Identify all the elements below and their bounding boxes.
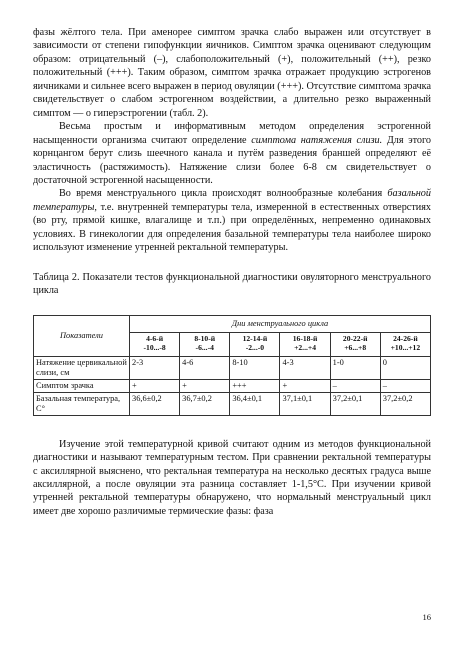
group-header-days: Дни менструального цикла bbox=[130, 315, 431, 332]
text-span: Для этого корнцангом берут слизь шеечного канала и путём разведения браншей определяют её эластичность (растяжимость). Натяжение слизи более 6-8 см свидетельствует о достаточной эстрогенной насыщенности. bbox=[33, 134, 432, 186]
table-cell: 36,6±0,2 bbox=[130, 392, 180, 415]
text-span: Весьма простым и информативным методом определения эстрогенной насыщенности организма считают определение bbox=[33, 121, 431, 146]
paragraph-basal-temperature bbox=[33, 187, 431, 254]
row-label: Симптом зрачка bbox=[34, 379, 130, 392]
day-header: 4-6-й -10...-8 bbox=[130, 332, 180, 356]
text-span: , т.е. внутренней температуры тела, измеренной в естественных отверстиях (во рту, прямой кишке, влагалище и т.п.) при определённых, непременно одинаковых условиях. В гинекологии для определения базальной температуры тела наиболее широко используют изменение утренней ректальной температуры. bbox=[33, 201, 431, 254]
table-cell: 37,2±0,1 bbox=[330, 392, 380, 415]
table-cell: 8-10 bbox=[230, 356, 280, 379]
day-header: 20-22-й +6...+8 bbox=[330, 332, 380, 356]
day-header: 8-10-й -6...-4 bbox=[180, 332, 230, 356]
table-row bbox=[34, 379, 431, 392]
table-caption: Таблица 2. Показатели тестов функциональной диагностики овуляторного менструального цикла bbox=[33, 271, 431, 297]
table-cell: 36,7±0,2 bbox=[180, 392, 230, 415]
table-cell: 4-6 bbox=[180, 356, 230, 379]
column-header-indicators: Показатели bbox=[34, 315, 130, 356]
paragraph-pupil-symptom: фазы жёлтого тела. При аменорее симптом зрачка слабо выражен или отсутствует в зависимости от степени гипофункции яичников. Симптом зрачка оценивают следующим образом: отрицательный (–), слабоположительный (+), положительный (++), резко положительный (+++). Таким образом, симптом зрачка отражает продукцию эстрогенов яичниками и сильнее всего выражен в период овуляции (+++). Отсутствие симптома зрачка свидетельствует о слабом эстрогенном воздействии, а длительно резко выраженный симптом — о гиперэстрогении (табл. 2). bbox=[33, 27, 431, 119]
paragraph-mucus-tension bbox=[33, 120, 431, 187]
table-cell: + bbox=[130, 379, 180, 392]
table-cell: 4-3 bbox=[280, 356, 330, 379]
table-cell: 2-3 bbox=[130, 356, 180, 379]
page-number: 16 bbox=[422, 612, 431, 622]
table-row bbox=[34, 356, 431, 379]
emphasis-basal: базальной температуры bbox=[33, 188, 431, 213]
table-cell: + bbox=[180, 379, 230, 392]
day-header: 16-18-й +2...+4 bbox=[280, 332, 330, 356]
table-header-row bbox=[34, 315, 431, 332]
paragraph-temperature-test: Изучение этой температурной кривой считают одним из методов функциональной диагностики и называют температурным тестом. При сравнении ректальной температуры с аксиллярной выяснено, что ректальная температура на несколько десятых градуса выше аксиллярной, а после овуляции эта разница составляет 1-1,5°С. При изучении кривой утренней ректальной температуры обнаружено, что нормальный менструальный цикл имеет две хорошо различимые термические фазы: фаза bbox=[33, 438, 431, 517]
text-span: Во время менструального цикла происходят волнообразные колебания bbox=[59, 188, 388, 200]
row-label: Натяжение цервикальной слизи, см bbox=[34, 356, 130, 379]
table-cell: 1-0 bbox=[330, 356, 380, 379]
table-row bbox=[34, 392, 431, 415]
table-cell: 37,2±0,2 bbox=[380, 392, 430, 415]
day-header: 12-14-й -2...-0 bbox=[230, 332, 280, 356]
table-cell: 36,4±0,1 bbox=[230, 392, 280, 415]
row-label: Базальная температура, С° bbox=[34, 392, 130, 415]
table-cell: + bbox=[280, 379, 330, 392]
table-cell: – bbox=[330, 379, 380, 392]
document-page bbox=[33, 26, 431, 518]
table-cell: – bbox=[380, 379, 430, 392]
emphasis-mucus: симптома натяжения слизи. bbox=[251, 134, 383, 146]
day-header: 24-26-й +10...+12 bbox=[380, 332, 430, 356]
table-cell: +++ bbox=[230, 379, 280, 392]
diagnostics-table bbox=[33, 315, 431, 416]
table-cell: 0 bbox=[380, 356, 430, 379]
table-cell: 37,1±0,1 bbox=[280, 392, 330, 415]
